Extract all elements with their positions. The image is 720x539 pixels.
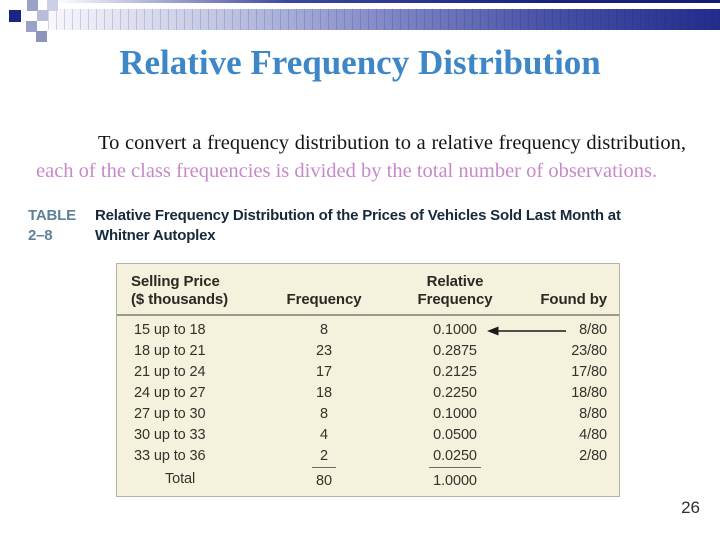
table-row — [131, 404, 605, 425]
total-frequency: 80 — [257, 467, 391, 494]
found-by-cell: 17/80 — [571, 364, 607, 380]
found-by-cell: 4/80 — [579, 427, 607, 443]
selling-price-cell: 33 up to 36 — [134, 448, 206, 464]
top-gradient-line — [55, 0, 720, 3]
frequency-cell: 8 — [320, 406, 328, 422]
found-by-cell: 2/80 — [579, 448, 607, 464]
header-relative-frequency: Relative Frequency — [417, 273, 493, 308]
paragraph-black-text: To convert a frequency distribution to a relative frequency distribution, — [98, 131, 686, 154]
relative-frequency-cell: 0.1000 — [433, 406, 477, 422]
table-row — [131, 362, 605, 383]
paragraph-pink-text: each of the class frequencies is divided by the total number of observations. — [36, 159, 658, 182]
relative-frequency-cell: 0.2125 — [433, 364, 477, 380]
price-table — [116, 263, 620, 497]
table-row — [131, 446, 605, 467]
deco-square — [9, 10, 21, 22]
frequency-cell: 23 — [316, 343, 332, 359]
found-by-cell: 8/80 — [579, 322, 607, 338]
left-arrow-icon — [487, 325, 566, 336]
selling-price-cell: 15 up to 18 — [134, 322, 206, 338]
table-caption-label: TABLE 2–8 — [28, 207, 76, 244]
header-found-by: Found by — [540, 291, 607, 308]
table-caption-text — [95, 206, 621, 245]
table-header-row — [117, 264, 619, 314]
table-row — [131, 341, 605, 362]
frequency-cell: 18 — [316, 385, 332, 401]
found-by-cell: 8/80 — [579, 406, 607, 422]
table-caption — [28, 206, 700, 245]
table-caption-line1: Relative Frequency Distribution of the Prices of Vehicles Sold Last Month at — [95, 207, 621, 224]
frequency-cell: 17 — [316, 364, 332, 380]
total-label: Total — [165, 471, 196, 487]
relative-frequency-cell: 0.0500 — [433, 427, 477, 443]
selling-price-cell: 24 up to 27 — [134, 385, 206, 401]
relative-frequency-cell: 0.2250 — [433, 385, 477, 401]
slide-title: Relative Frequency Distribution — [119, 43, 601, 82]
relative-frequency-cell: 0.2875 — [433, 343, 477, 359]
selling-price-cell: 30 up to 33 — [134, 427, 206, 443]
total-relative-frequency: 1.0000 — [391, 467, 519, 494]
table-row — [131, 320, 605, 341]
found-by-cell: 23/80 — [571, 343, 607, 359]
selling-price-cell: 27 up to 30 — [134, 406, 206, 422]
deco-square — [37, 10, 48, 21]
found-by-cell: 18/80 — [571, 385, 607, 401]
gradient-banner-bar — [48, 9, 720, 30]
header-frequency: Frequency — [286, 291, 362, 308]
deco-square — [47, 0, 58, 11]
selling-price-cell: 18 up to 21 — [134, 343, 206, 359]
frequency-cell: 8 — [320, 322, 328, 338]
selling-price-cell: 21 up to 24 — [134, 364, 206, 380]
frequency-cell: 4 — [320, 427, 328, 443]
table-body — [117, 316, 619, 494]
body-paragraph — [36, 129, 686, 185]
table-total-row — [131, 467, 605, 494]
frequency-cell: 2 — [320, 448, 328, 464]
relative-frequency-cell: 0.1000 — [433, 322, 477, 338]
header-selling-price: Selling Price ($ thousands) — [131, 273, 229, 308]
relative-frequency-cell: 0.0250 — [433, 448, 477, 464]
table-row — [131, 383, 605, 404]
page-number: 26 — [681, 498, 700, 517]
table-caption-line2: Whitner Autoplex — [95, 226, 216, 244]
table-row — [131, 425, 605, 446]
